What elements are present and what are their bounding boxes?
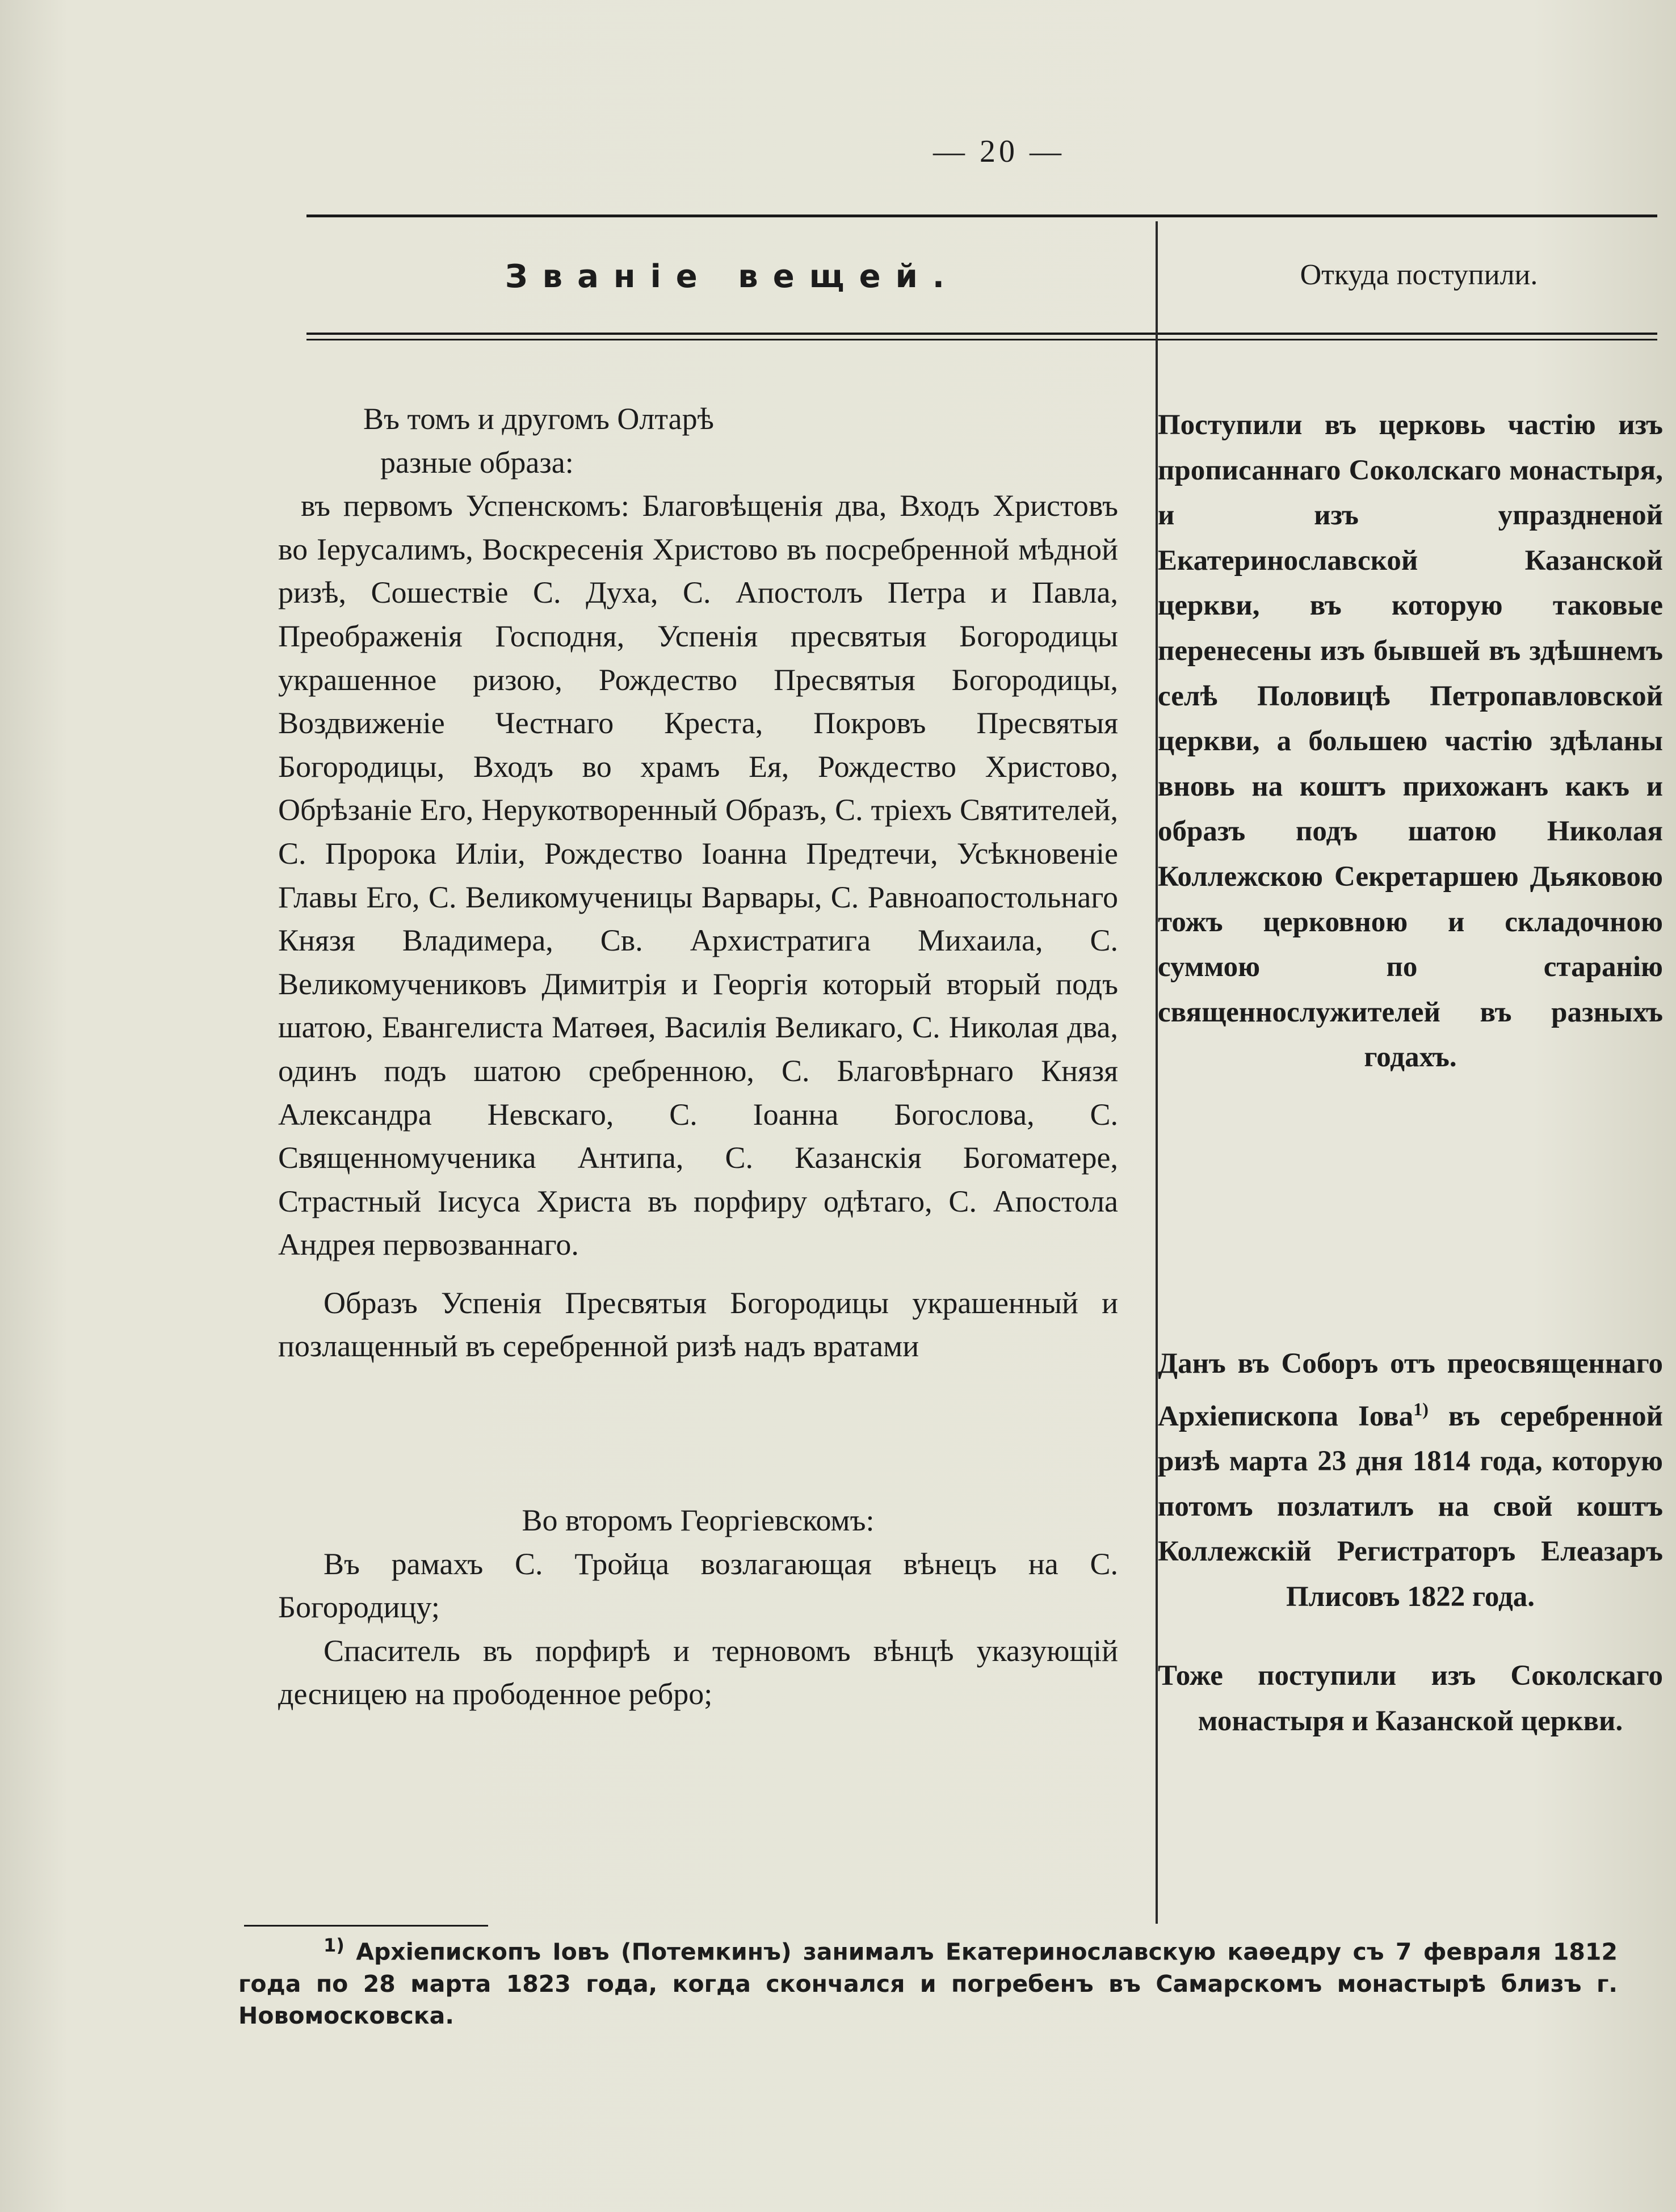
intro-line-2: разные образа: — [380, 445, 574, 480]
header-items-title: Званіе вещей. — [505, 258, 960, 295]
top-rule — [306, 215, 1657, 217]
savior-icon-text: Спаситель въ порфирѣ и терновомъ вѣнцѣ указующій десницею на прободенное ребро; — [278, 1633, 1118, 1711]
header-bottom-rule — [306, 333, 1657, 335]
footnote — [238, 1929, 1618, 2032]
footnote-ref: 1) — [1413, 1398, 1429, 1419]
origin-entry-3: Тоже поступили изъ Соколскаго монастыря и Казанской церкви. — [1158, 1660, 1663, 1738]
intro-line-1: Въ томъ и другомъ Олтарѣ — [363, 402, 714, 436]
page-number: — 20 — — [933, 134, 1065, 169]
origin-entry-1: Поступили въ церковь частію изъ прописаннаго Соколскаго монастыря, и изъ упраздненой Екатеринославской Казанской церкви, въ которую таковые перенесены изъ бывшей въ здѣшнемъ селѣ Половицѣ Петропавловской церкви, а большею частію здѣланы вновь на коштъ прихожанъ какъ и образъ подъ шатою Николая Коллежскою Секретаршею Дьяковою тожъ церковною и складочною суммою по старанію священнослужителей въ разныхъ годахъ. — [1158, 409, 1663, 1074]
first-altar-list: въ первомъ Успенскомъ: Благовѣщенія два, Входъ Христовъ во Іерусалимъ, Воскресенія Христово въ посребренной мѣдной ризѣ, Сошествіе С. Духа, С. Апостолъ Петра и Павла, Преображенія Господня, Успенія пресвятыя Богородицы украшенное ризою, Рождество Пресвятыя Богородицы, Воздвиженіе Честнаго Креста, Покровъ Пресвятыя Богородицы, Входъ во храмъ Ея, Рождество Христово, Обрѣзаніе Его, Нерукотворенный Образъ, С. тріехъ Святителей, С. Пророка Иліи, Рождество Іоанна Предтечи, Усѣкновеніе Главы Его, С. Великомученицы Варвары, С. Равноапостольнаго Князя Владимера, Св. Архистратига Михаила, С. Великомучениковъ Димитрія и Георгія который вторый подъ шатою, Евангелиста Матѳея, Василія Великаго, С. Николая два, одинъ подъ шатою сребренною, С. Благовѣрнаго Князя Александра Невскаго, С. Іоанна Богослова, С. Священномученика Антипа, С. Казанскія Богоматере, Страстный Іисуса Христа въ порфиру одѣтаго, С. Апостола Андрея первозваннаго. — [278, 489, 1118, 1262]
origin-entry-2 — [1158, 1342, 1663, 1620]
origin-entry-2-part1: Данъ въ Соборъ отъ преосвященнаго Архіепископа Іова — [1158, 1347, 1663, 1432]
trinity-icon-text: Въ рамахъ С. Тройца возлагающая вѣнецъ на С. Богородицу; — [278, 1546, 1118, 1625]
right-column — [1158, 397, 1663, 1744]
second-altar-heading: Во второмъ Георгіевскомъ: — [522, 1503, 875, 1538]
footnote-text: Архіепископъ Іовъ (Потемкинъ) занималъ Екатеринославскую каѳедру съ 7 февраля 1812 года по 28 марта 1823 года, когда скончался и погребенъ въ Самарскомъ монастырѣ близъ г. Новомосковска. — [238, 1938, 1618, 2029]
left-column — [278, 397, 1118, 1716]
header-origin-title: Откуда поступили. — [1300, 259, 1538, 291]
footnote-rule — [244, 1925, 488, 1927]
origin-entry-2-part2: въ серебренной ризѣ марта 23 дня 1814 года, которую потомъ позлатилъ на свой коштъ Коллежскій Регистраторъ Елеазаръ Плисовъ 1822 года. — [1158, 1400, 1664, 1613]
footnote-marker: 1) — [324, 1935, 345, 1956]
header-bottom-rule-2 — [306, 339, 1657, 340]
dormition-icon-text: Образъ Успенія Пресвятыя Богородицы украшенный и позлащенный въ серебренной ризѣ надъ вратами — [278, 1285, 1118, 1364]
